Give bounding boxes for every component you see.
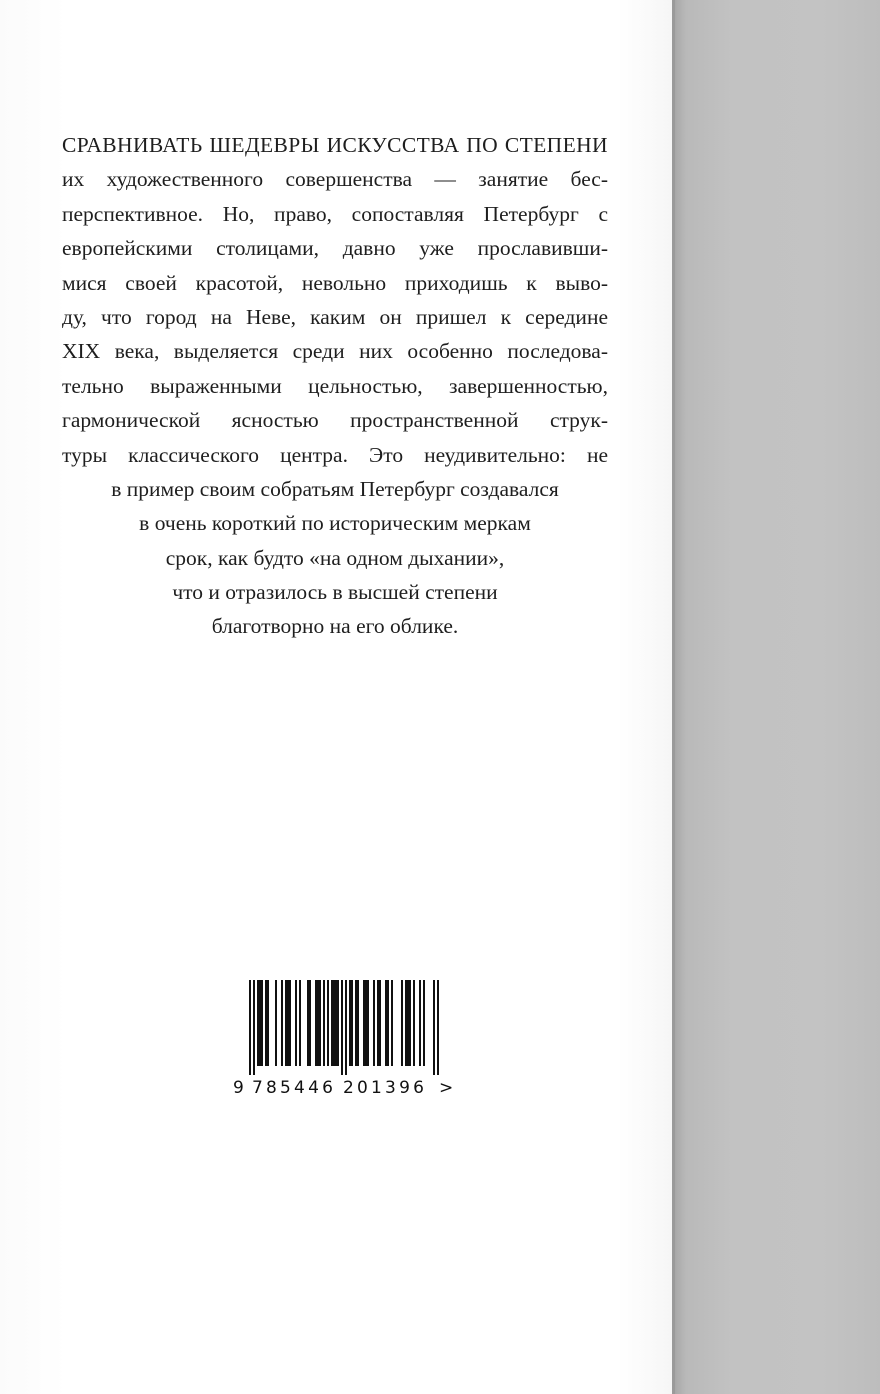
- barcode-bar: [331, 980, 333, 1066]
- barcode-bar: [355, 980, 357, 1066]
- book-spine: [672, 0, 880, 1394]
- barcode-bar: [423, 980, 425, 1066]
- barcode-bar: [377, 980, 379, 1066]
- barcode-bar: [409, 980, 411, 1066]
- barcode-bar: [257, 980, 259, 1066]
- blurb-line: мися своей красотой, невольно приходишь к выво-: [62, 270, 608, 295]
- barcode-bar: [309, 980, 311, 1066]
- isbn-right-group: 201396: [343, 1078, 428, 1098]
- blurb-line: в пример своим собратьям Петербург создавался: [111, 476, 559, 501]
- blurb-line: гармонической ясностью пространственной струк-: [62, 408, 608, 433]
- barcode-bar: [289, 980, 291, 1066]
- barcode-bar: [281, 980, 283, 1066]
- barcode-bar: [373, 980, 375, 1066]
- barcode-bar: [413, 980, 415, 1066]
- barcode-bar: [295, 980, 297, 1066]
- barcode-bar: [327, 980, 329, 1066]
- barcode-bar: [405, 980, 407, 1066]
- isbn-quiet-mark: >: [439, 1078, 454, 1098]
- isbn-lead-digit: 9: [233, 1078, 244, 1098]
- blurb-line: что и отразилось в высшей степени: [172, 580, 498, 605]
- barcode-bar: [335, 980, 337, 1066]
- barcode-bar: [323, 980, 325, 1066]
- barcode-bar: [419, 980, 421, 1066]
- barcode-bar: [259, 980, 261, 1066]
- barcode-bar: [387, 980, 389, 1066]
- barcode-bar: [349, 980, 351, 1066]
- barcode-bars: [233, 980, 453, 1075]
- barcode-bar: [275, 980, 277, 1066]
- blurb-line: ду, что город на Неве, каким он пришел к середине: [62, 304, 608, 329]
- cover-blurb: [62, 128, 608, 644]
- blurb-line: в очень короткий по историческим меркам: [139, 511, 531, 536]
- barcode-bar: [333, 980, 335, 1066]
- barcode-bar: [401, 980, 403, 1066]
- barcode-bar: [433, 980, 435, 1075]
- barcode-bar: [337, 980, 339, 1066]
- barcode-bar: [345, 980, 347, 1075]
- barcode-bar: [299, 980, 301, 1066]
- barcode-bar: [379, 980, 381, 1066]
- barcode-bar: [285, 980, 287, 1066]
- blurb-line: перспективное. Но, право, сопоставляя Петербург с: [62, 201, 608, 226]
- blurb-line: тельно выраженными цельностью, завершенностью,: [62, 373, 608, 398]
- barcode-bar: [391, 980, 393, 1066]
- barcode-bar: [357, 980, 359, 1066]
- blurb-line: СРАВНИВАТЬ ШЕДЕВРЫ ИСКУССТВА ПО СТЕПЕНИ: [62, 133, 608, 157]
- barcode-bar: [363, 980, 365, 1066]
- barcode-bar: [351, 980, 353, 1066]
- barcode-bar: [315, 980, 317, 1066]
- barcode-bar: [365, 980, 367, 1066]
- blurb-line: срок, как будто «на одном дыхании»,: [165, 545, 505, 570]
- barcode-bar: [437, 980, 439, 1075]
- barcode-bar: [253, 980, 255, 1075]
- blurb-line: туры классического центра. Это неудивительно: не: [62, 442, 608, 467]
- barcode-bar: [341, 980, 343, 1075]
- barcode-bar: [367, 980, 369, 1066]
- blurb-line: XIX века, выделяется среди них особенно последова-: [62, 339, 608, 364]
- barcode-bar: [317, 980, 319, 1066]
- blurb-line: благотворно на его облике.: [211, 614, 459, 639]
- barcode-bar: [307, 980, 309, 1066]
- isbn-left-group: 785446: [252, 1078, 337, 1098]
- barcode-bar: [319, 980, 321, 1066]
- barcode-bar: [249, 980, 251, 1075]
- blurb-line: их художественного совершенства — занятие бес-: [62, 167, 608, 192]
- barcode-bar: [385, 980, 387, 1066]
- barcode-bar: [265, 980, 267, 1066]
- barcode-bar: [287, 980, 289, 1066]
- barcode-bar: [267, 980, 269, 1066]
- blurb-line: европейскими столицами, давно уже прославивши-: [62, 236, 608, 261]
- isbn-digits: [233, 1075, 453, 1101]
- isbn-barcode: [233, 980, 453, 1105]
- barcode-bar: [407, 980, 409, 1066]
- barcode-bar: [261, 980, 263, 1066]
